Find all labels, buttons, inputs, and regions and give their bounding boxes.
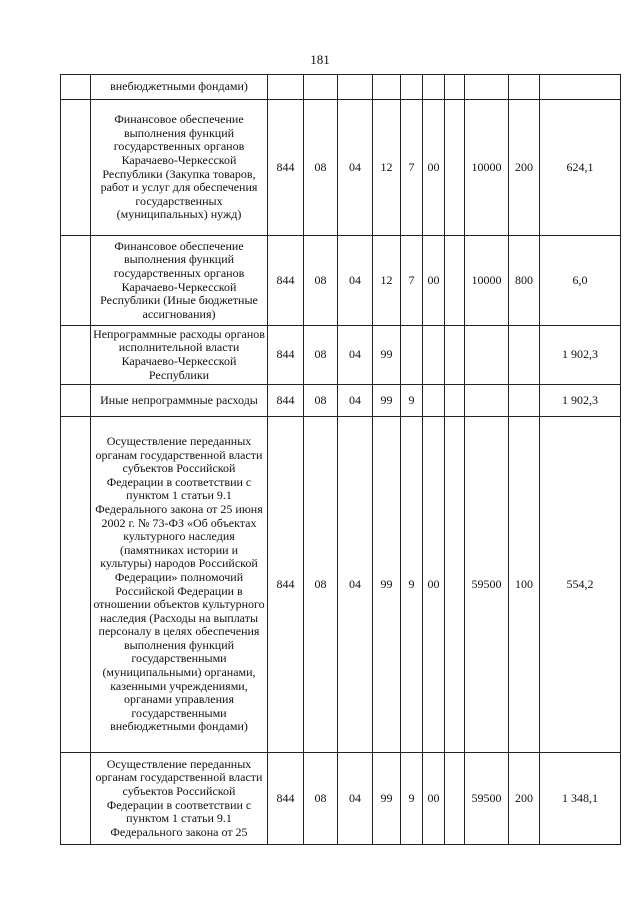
description-cell: Финансовое обеспечение выполнения функций государственных органов Карачаево-Черкесской Республики (Закупка товаров, работ и услуг для обеспечения государственных (муниципальных) нужд) <box>91 100 268 236</box>
expense-type-cell: 800 <box>509 236 540 326</box>
code-cell: 844 <box>268 236 304 326</box>
subprogram-cell: 7 <box>401 100 423 236</box>
section-cell: 08 <box>304 753 338 845</box>
section-cell: 08 <box>304 100 338 236</box>
code-cell: 844 <box>268 385 304 417</box>
section-cell: 08 <box>304 385 338 417</box>
description-cell: Осуществление переданных органам государственной власти субъектов Российской Федерации в соответствии с пунктом 1 статьи 9.1 Федерального закона от 25 июня 2002 г. № 73-ФЗ «Об объектах культурного наследия (памятниках истории и культуры) народов Российской Федерации» полномочий Российской Федерации в отношении объектов культурного наследия (Расходы на выплаты персоналу в целях обеспечения выполнения функций государственными (муниципальными) органами, казенными учреждениями, органами управления государственными внебюджетными фондами) <box>91 417 268 753</box>
item-cell <box>445 326 465 385</box>
row-leading-cell <box>61 753 91 845</box>
amount-cell: 624,1 <box>540 100 621 236</box>
table-row <box>61 385 621 417</box>
subprogram-cell <box>401 326 423 385</box>
description-cell: Иные непрограммные расходы <box>91 385 268 417</box>
direction-cell: 59500 <box>465 417 509 753</box>
code-cell: 844 <box>268 326 304 385</box>
direction-cell: 10000 <box>465 236 509 326</box>
subsection-cell <box>338 75 373 100</box>
code-cell <box>268 75 304 100</box>
group-cell: 00 <box>423 753 445 845</box>
subsection-cell: 04 <box>338 236 373 326</box>
direction-cell <box>465 75 509 100</box>
subsection-cell: 04 <box>338 417 373 753</box>
row-leading-cell <box>61 100 91 236</box>
item-cell <box>445 236 465 326</box>
group-cell: 00 <box>423 236 445 326</box>
direction-cell <box>465 385 509 417</box>
subsection-cell: 04 <box>338 753 373 845</box>
item-cell <box>445 417 465 753</box>
row-leading-cell <box>61 75 91 100</box>
direction-cell: 10000 <box>465 100 509 236</box>
program-cell: 12 <box>373 100 401 236</box>
program-cell: 12 <box>373 236 401 326</box>
description-cell: Непрограммные расходы органов исполнительной власти Карачаево-Черкесской Республики <box>91 326 268 385</box>
table-row <box>61 326 621 385</box>
table-row <box>61 753 621 845</box>
row-leading-cell <box>61 326 91 385</box>
expense-type-cell: 100 <box>509 417 540 753</box>
item-cell <box>445 753 465 845</box>
row-leading-cell <box>61 236 91 326</box>
group-cell: 00 <box>423 417 445 753</box>
item-cell <box>445 385 465 417</box>
group-cell <box>423 385 445 417</box>
group-cell <box>423 75 445 100</box>
table-row <box>61 100 621 236</box>
budget-table <box>60 74 621 845</box>
amount-cell: 6,0 <box>540 236 621 326</box>
description-cell: внебюджетными фондами) <box>91 75 268 100</box>
item-cell <box>445 100 465 236</box>
subprogram-cell <box>401 75 423 100</box>
subprogram-cell: 9 <box>401 385 423 417</box>
row-leading-cell <box>61 385 91 417</box>
expense-type-cell <box>509 75 540 100</box>
group-cell <box>423 326 445 385</box>
amount-cell: 1 902,3 <box>540 385 621 417</box>
description-cell: Финансовое обеспечение выполнения функций государственных органов Карачаево-Черкесской Республики (Иные бюджетные ассигнования) <box>91 236 268 326</box>
program-cell <box>373 75 401 100</box>
section-cell <box>304 75 338 100</box>
amount-cell: 1 902,3 <box>540 326 621 385</box>
amount-cell: 1 348,1 <box>540 753 621 845</box>
section-cell: 08 <box>304 326 338 385</box>
amount-cell <box>540 75 621 100</box>
amount-cell: 554,2 <box>540 417 621 753</box>
program-cell: 99 <box>373 753 401 845</box>
row-leading-cell <box>61 417 91 753</box>
page-number: 181 <box>310 52 330 67</box>
table-row <box>61 236 621 326</box>
expense-type-cell <box>509 326 540 385</box>
table-row <box>61 75 621 100</box>
expense-type-cell <box>509 385 540 417</box>
group-cell: 00 <box>423 100 445 236</box>
expense-type-cell: 200 <box>509 100 540 236</box>
direction-cell: 59500 <box>465 753 509 845</box>
section-cell: 08 <box>304 417 338 753</box>
description-cell: Осуществление переданных органам государственной власти субъектов Российской Федерации в соответствии с пунктом 1 статьи 9.1 Федерального закона от 25 <box>91 753 268 845</box>
subsection-cell: 04 <box>338 100 373 236</box>
subsection-cell: 04 <box>338 385 373 417</box>
subsection-cell: 04 <box>338 326 373 385</box>
table-row <box>61 417 621 753</box>
code-cell: 844 <box>268 753 304 845</box>
program-cell: 99 <box>373 385 401 417</box>
code-cell: 844 <box>268 100 304 236</box>
subprogram-cell: 7 <box>401 236 423 326</box>
program-cell: 99 <box>373 326 401 385</box>
section-cell: 08 <box>304 236 338 326</box>
code-cell: 844 <box>268 417 304 753</box>
direction-cell <box>465 326 509 385</box>
item-cell <box>445 75 465 100</box>
subprogram-cell: 9 <box>401 753 423 845</box>
program-cell: 99 <box>373 417 401 753</box>
expense-type-cell: 200 <box>509 753 540 845</box>
subprogram-cell: 9 <box>401 417 423 753</box>
